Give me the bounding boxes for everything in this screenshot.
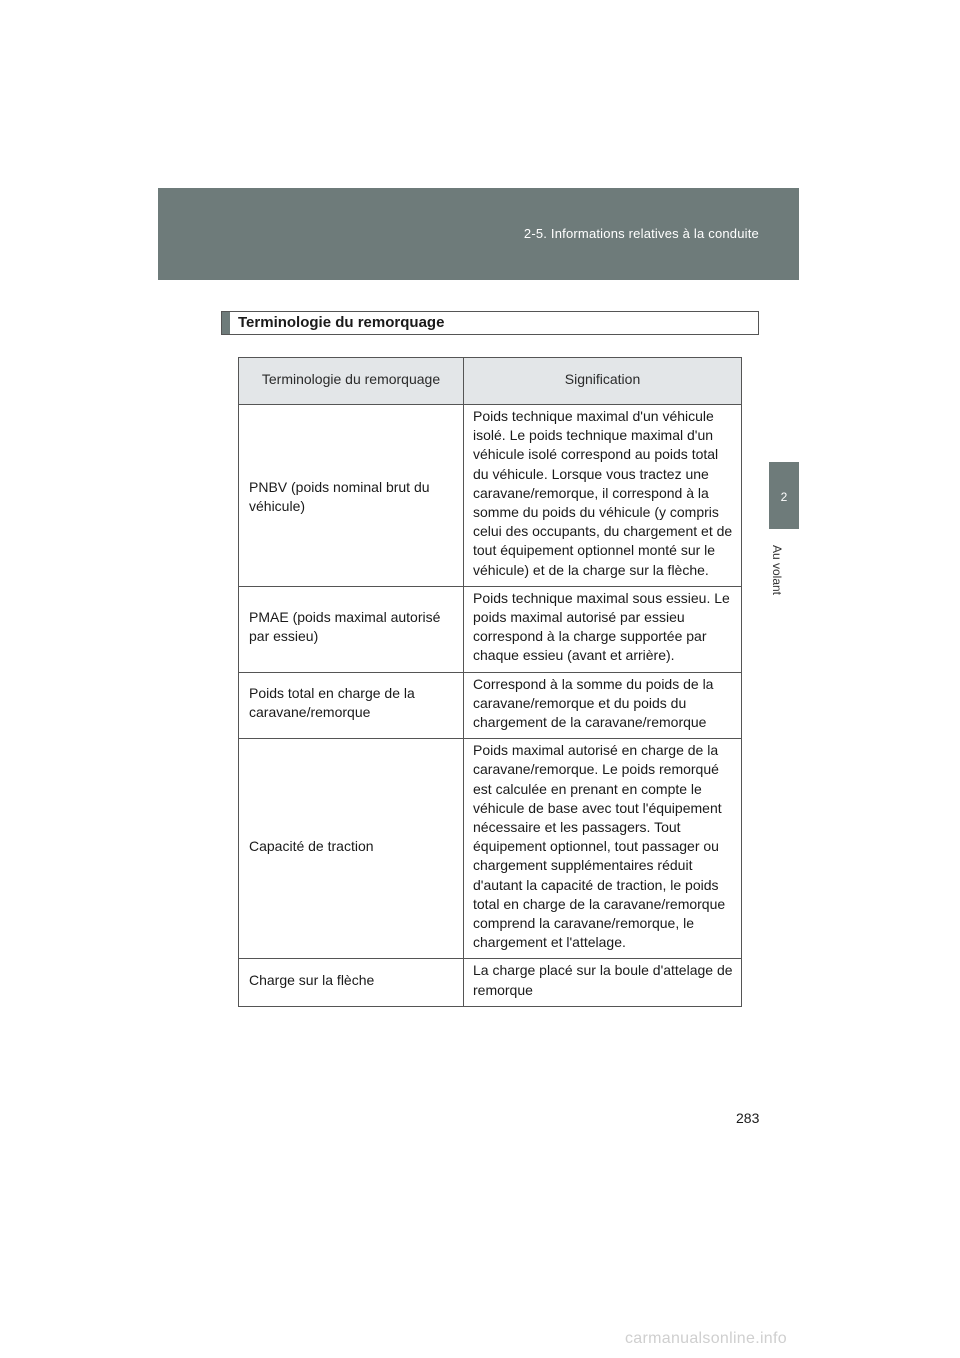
header-term: Terminologie du remorquage bbox=[239, 358, 464, 405]
table-row bbox=[239, 405, 742, 587]
chapter-side-tab bbox=[769, 462, 799, 529]
table-row bbox=[239, 586, 742, 672]
section-title: Terminologie du remorquage bbox=[238, 314, 445, 331]
chapter-header-title: 2-5. Informations relatives à la conduite bbox=[523, 226, 759, 241]
table-row bbox=[239, 672, 742, 739]
meaning-cell: Correspond à la somme du poids de la caravane/remorque et du poids du chargement de la caravane/remorque bbox=[464, 672, 742, 739]
chapter-header-band bbox=[158, 188, 799, 280]
header-meaning: Signification bbox=[464, 358, 742, 405]
page-number: 283 bbox=[736, 1110, 760, 1126]
term-cell: PNBV (poids nominal brut du véhicule) bbox=[239, 405, 464, 587]
table-row bbox=[239, 959, 742, 1006]
chapter-number: 2 bbox=[780, 490, 788, 504]
meaning-cell: La charge placé sur la boule d'attelage de remorque bbox=[464, 959, 742, 1006]
term-cell: PMAE (poids maximal autorisé par essieu) bbox=[239, 586, 464, 672]
watermark: carmanualsonline.info bbox=[625, 1330, 787, 1347]
chapter-side-label: Au volant bbox=[770, 544, 784, 596]
terminology-table bbox=[238, 357, 742, 1007]
table-row bbox=[239, 739, 742, 959]
section-title-marker bbox=[222, 312, 230, 334]
meaning-cell: Poids maximal autorisé en charge de la caravane/remorque. Le poids remorqué est calculée en prenant en compte le véhicule de base avec tout l'équipement nécessaire et les passagers. Tout équipement optionnel, tout passager ou chargement supplémentaires réduit d'autant la capacité de traction, le poids total en charge de la caravane/remorque comprend la caravane/remorque, le chargement et l'attelage. bbox=[464, 739, 742, 959]
term-cell: Charge sur la flèche bbox=[239, 959, 464, 1006]
meaning-cell: Poids technique maximal sous essieu. Le poids maximal autorisé par essieu correspond à la charge supportée par chaque essieu (avant et arrière). bbox=[464, 586, 742, 672]
table-header-row bbox=[239, 358, 742, 405]
meaning-cell: Poids technique maximal d'un véhicule isolé. Le poids technique maximal d'un véhicule isolé correspond au poids total du véhicule. Lorsque vous tractez une caravane/remorque, il correspond à la somme du poids du véhicule (y compris celui des occupants, du chargement et de tout équipement optionnel monté sur le véhicule) et de la charge sur la flèche. bbox=[464, 405, 742, 587]
term-cell: Capacité de traction bbox=[239, 739, 464, 959]
term-cell: Poids total en charge de la caravane/remorque bbox=[239, 672, 464, 739]
section-title-box bbox=[221, 311, 759, 335]
